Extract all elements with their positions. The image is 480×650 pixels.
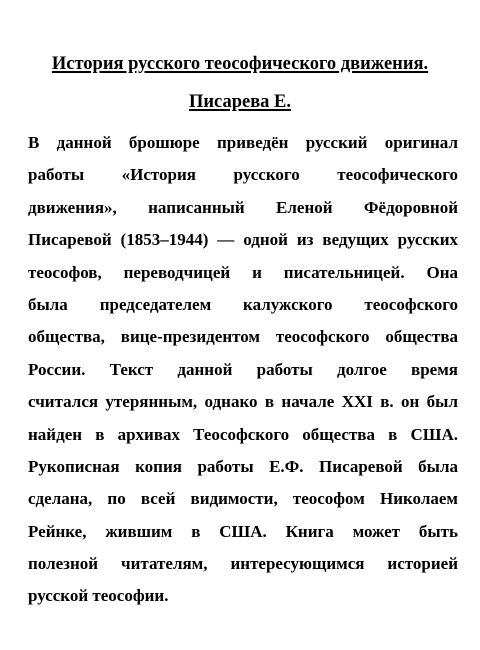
body-line: была председателем калужского теософского [28, 294, 458, 314]
body-line: Рейнке, жившим в США. Книга может быть [28, 521, 458, 541]
body-line: общества, вице-президентом теософского общества [28, 327, 458, 347]
body-line: Рукописная копия работы Е.Ф. Писаревой была [28, 456, 458, 476]
body-line: работы «История русского теософического [28, 165, 458, 185]
body-line: считался утерянным, однако в начале XXI в. он был [28, 392, 458, 412]
body-line: полезной читателям, интересующимся историей [28, 554, 458, 574]
document-author: Писарева Е. [188, 92, 292, 112]
body-line: теософов, переводчицей и писательницей. Она [28, 262, 458, 282]
document-title: История русского теософического движения. [51, 54, 429, 74]
body-line: В данной брошюре приведён русский оригинал [28, 133, 458, 152]
body-line: найден в архивах Теософского общества в США. [28, 424, 458, 444]
document-body [28, 127, 458, 613]
body-line: сделана, по всей видимости, теософом Николаем [28, 489, 458, 509]
body-line: движения», написанный Еленой Фёдоровной [28, 197, 458, 217]
body-line: русской теософии. [28, 586, 169, 606]
body-line: России. Текст данной работы долгое время [28, 359, 458, 379]
body-line: Писаревой (1853–1944) — одной из ведущих русских [28, 230, 458, 250]
